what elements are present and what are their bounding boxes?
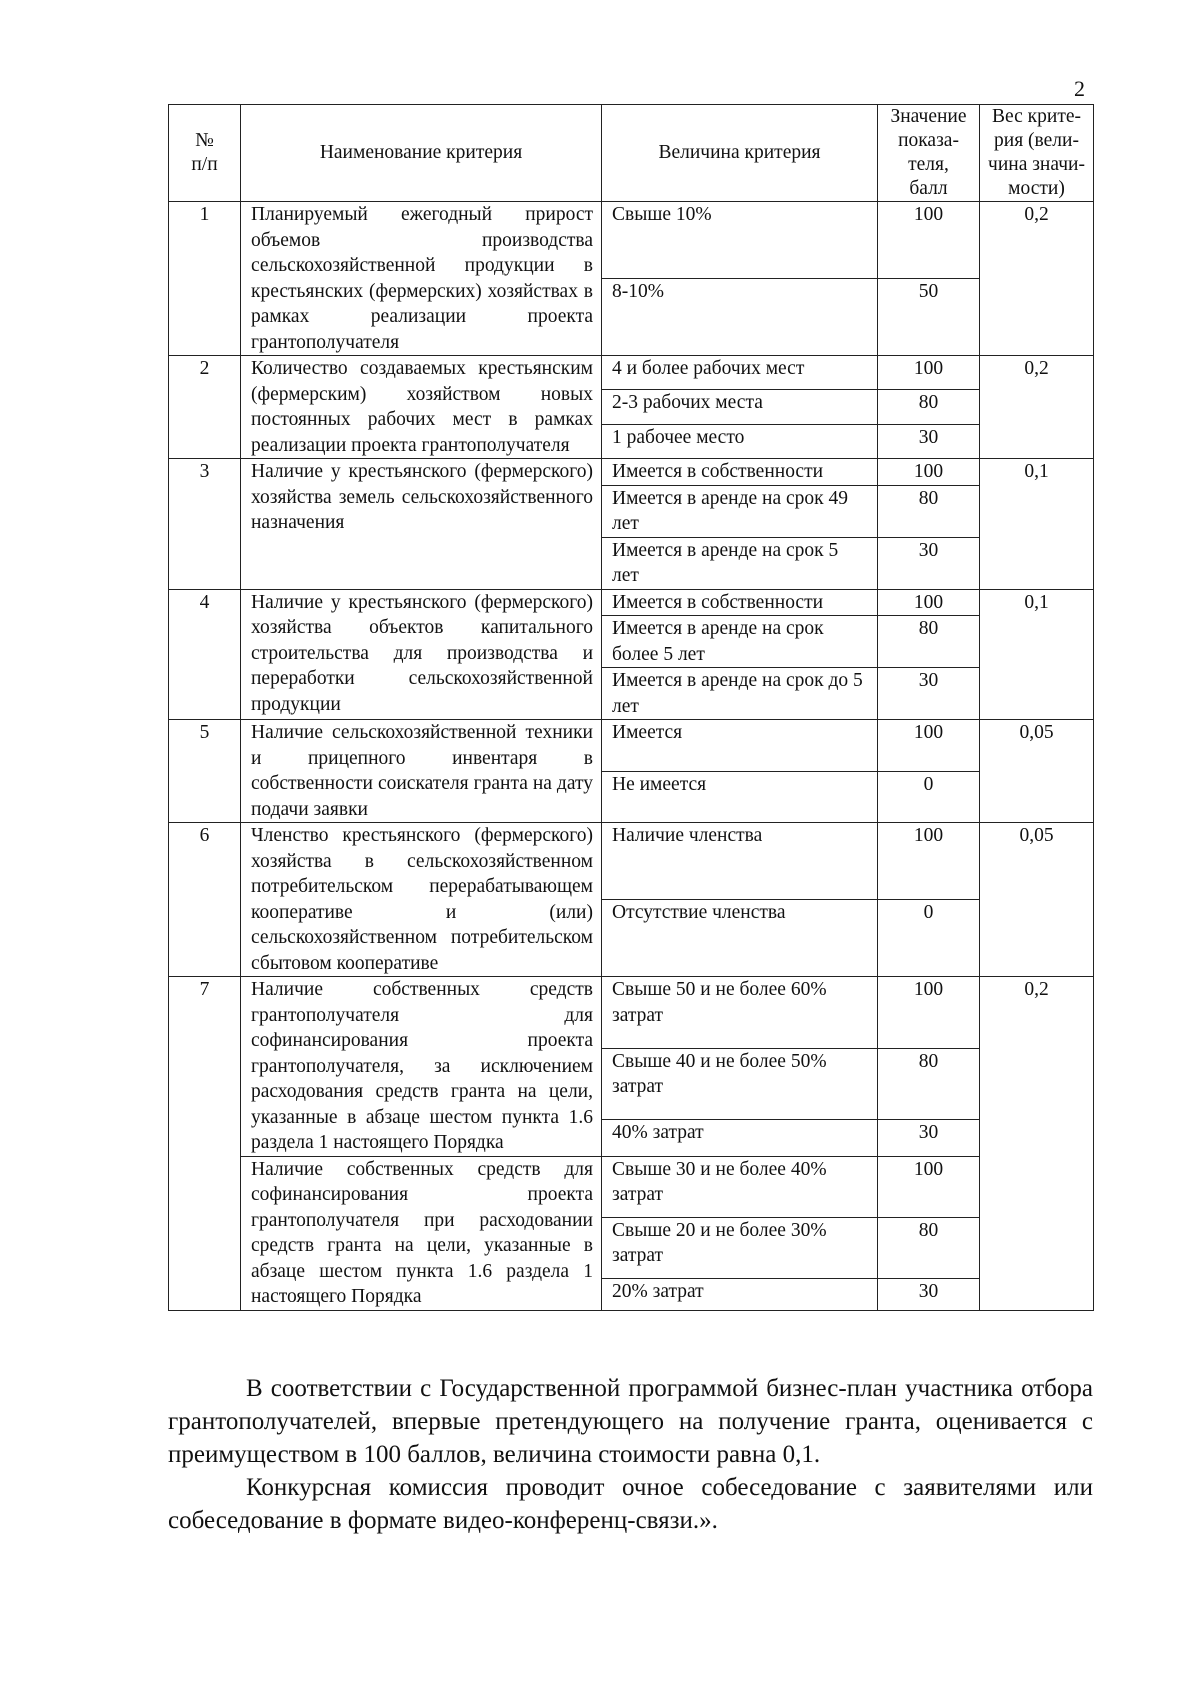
criterion-value — [602, 1120, 878, 1156]
table-row — [169, 356, 1094, 390]
criterion-value — [602, 668, 878, 720]
criterion-value — [602, 823, 878, 900]
criterion-value-text: 2-3 рабочих места — [612, 392, 763, 414]
criterion-score — [878, 1048, 980, 1120]
criterion-name — [241, 589, 602, 720]
criterion-score — [878, 485, 980, 537]
criterion-value — [602, 977, 878, 1049]
criterion-number-text: 4 — [199, 591, 210, 613]
criterion-value-text: Имеется в аренде на срок более 5 лет — [612, 618, 824, 665]
criterion-score-text: 30 — [918, 670, 939, 691]
criterion-name — [241, 823, 602, 977]
header-weight: Вес крите- рия (вели- чина значи- мости) — [980, 105, 1094, 202]
criterion-score-text: 100 — [913, 1158, 944, 1180]
criterion-score-text: 80 — [918, 618, 939, 639]
criterion-name-text: Наличие собственных средств грантополучателя для софинансирования проекта грантополучателя, за исключением расходования средств гранта на цели, указанные в абзаце шестом пункта 1.6 раздела 1 настоящего Порядка — [251, 979, 593, 1153]
criterion-number — [169, 459, 241, 590]
criterion-name-text: Количество создаваемых крестьянским (фермерским) хозяйством новых постоянных рабочих мест в рамках реализации проекта грантополучателя — [251, 358, 593, 456]
criterion-value-text: Наличие членства — [612, 825, 763, 846]
criterion-value-text: Свыше 20 и не более 30% затрат — [612, 1219, 827, 1267]
criterion-number — [169, 202, 241, 356]
criterion-value — [602, 424, 878, 458]
criterion-name-text: Планируемый ежегодный прирост объемов производства сельскохозяйственной продукции в крестьянских (фермерских) хозяйствах в рамках реализации проекта грантополучателя — [251, 204, 593, 353]
criterion-number — [169, 589, 241, 720]
criterion-value — [602, 1279, 878, 1310]
criterion-number-text: 2 — [199, 358, 210, 379]
criterion-score — [878, 977, 980, 1049]
criterion-score-text: 100 — [913, 204, 944, 225]
criterion-name-text: Наличие у крестьянского (фермерского) хозяйства объектов капитального строительства для производства и переработки сельскохозяйственной продукции — [251, 591, 593, 715]
page-number: 2 — [1074, 76, 1085, 101]
criterion-score-text: 100 — [913, 461, 944, 482]
criterion-score-text: 100 — [913, 591, 944, 613]
criterion-number-text: 1 — [199, 204, 210, 225]
criterion-number-text: 3 — [199, 461, 210, 482]
criterion-weight-text: 0,1 — [1024, 461, 1049, 482]
criterion-score — [878, 668, 980, 720]
criterion-weight-text: 0,2 — [1024, 358, 1049, 379]
criterion-name — [241, 720, 602, 823]
criterion-value-text: Свыше 30 и не более 40% затрат — [612, 1158, 827, 1205]
criterion-value — [602, 900, 878, 977]
criterion-value-text: Имеется в аренде на срок 5 лет — [612, 539, 839, 586]
header-score: Значение показа- теля, балл — [878, 105, 980, 202]
criterion-number — [169, 720, 241, 823]
criterion-value — [602, 589, 878, 616]
criterion-score — [878, 279, 980, 356]
criterion-value — [602, 485, 878, 537]
criterion-score-text: 100 — [913, 358, 944, 379]
criterion-value-text: 40% затрат — [612, 1122, 704, 1144]
criterion-value — [602, 537, 878, 589]
criterion-weight-text: 0,05 — [1019, 722, 1054, 743]
criterion-number-text: 6 — [199, 825, 210, 846]
criterion-score-text: 30 — [918, 426, 939, 448]
criterion-value — [602, 356, 878, 390]
criterion-value — [602, 279, 878, 356]
criterion-weight — [980, 202, 1094, 356]
header-value: Величина критерия — [602, 105, 878, 202]
criterion-weight — [980, 720, 1094, 823]
criterion-weight-text: 0,05 — [1019, 825, 1054, 846]
table-row — [169, 202, 1094, 279]
criterion-score — [878, 390, 980, 424]
criterion-value-text: Имеется в аренде на срок 49 лет — [612, 487, 848, 534]
criterion-score — [878, 771, 980, 823]
criterion-name — [241, 202, 602, 356]
criterion-number-text: 5 — [199, 722, 210, 743]
criterion-value — [602, 390, 878, 424]
criterion-value-text: Не имеется — [612, 773, 707, 795]
criterion-score-text: 100 — [913, 825, 944, 846]
table-row — [169, 977, 1094, 1049]
criterion-score-text: 30 — [918, 1281, 939, 1303]
criterion-value — [602, 771, 878, 823]
criterion-value-text: Свыше 40 и не более 50% затрат — [612, 1050, 827, 1098]
criterion-score — [878, 616, 980, 668]
criterion-score-text: 80 — [918, 1219, 939, 1241]
criterion-name-text: Наличие сельскохозяйственной техники и прицепного инвентаря в собственности соискателя гранта на дату подачи заявки — [251, 722, 593, 820]
criterion-name-text: Наличие у крестьянского (фермерского) хозяйства земель сельскохозяйственного назначения — [251, 461, 593, 533]
criterion-score — [878, 823, 980, 900]
criterion-weight — [980, 977, 1094, 1311]
criterion-score-text: 50 — [918, 281, 939, 302]
criterion-score-text: 80 — [918, 487, 939, 509]
table-row — [169, 720, 1094, 772]
criterion-score — [878, 1156, 980, 1217]
table-row — [169, 459, 1094, 486]
criterion-number-text: 7 — [199, 979, 210, 1000]
criterion-name — [241, 977, 602, 1157]
criterion-weight-text: 0,2 — [1024, 979, 1049, 1000]
criterion-score-text: 100 — [913, 979, 944, 1000]
criterion-score — [878, 1217, 980, 1278]
criterion-weight — [980, 823, 1094, 977]
criterion-score — [878, 1120, 980, 1156]
criterion-score — [878, 720, 980, 772]
criterion-score — [878, 1279, 980, 1310]
criterion-number — [169, 977, 241, 1311]
paragraph: В соответствии с Государственной программой бизнес-план участника отбора грантополучателей, впервые претендующего на получение гранта, оценивается с преимуществом в 100 баллов, величина стоимости равна 0,1. — [168, 1375, 1093, 1468]
header-num: № п/п — [169, 105, 241, 202]
criteria-table — [168, 104, 1094, 1311]
criterion-value — [602, 459, 878, 486]
criterion-weight-text: 0,2 — [1024, 204, 1049, 225]
criterion-score — [878, 900, 980, 977]
criterion-score — [878, 356, 980, 390]
criterion-name-text: Членство крестьянского (фермерского) хозяйства в сельскохозяйственном потребительском перерабатывающем кооперативе и (или) сельскохозяйственном потребительском сбытовом кооперативе — [251, 825, 593, 974]
criterion-value-text: Свыше 10% — [612, 204, 712, 225]
criterion-name — [241, 459, 602, 590]
criterion-weight — [980, 459, 1094, 590]
criterion-name-text: Наличие собственных средств для софинансирования проекта грантополучателя при расходовании средств гранта на цели, указанные в абзаце шестом пункта 1.6 раздела 1 настоящего Порядка — [251, 1158, 593, 1307]
criterion-value — [602, 720, 878, 772]
table-header-row — [169, 105, 1094, 202]
criterion-value — [602, 202, 878, 279]
criterion-score-text: 100 — [913, 722, 944, 743]
criterion-value — [602, 1217, 878, 1278]
criterion-number — [169, 356, 241, 459]
table-row — [169, 823, 1094, 900]
criterion-value-text: Имеется в собственности — [612, 461, 824, 482]
body-text — [168, 1372, 1093, 1537]
criterion-score-text: 0 — [923, 773, 934, 795]
criterion-value-text: Отсутствие членства — [612, 902, 786, 923]
criterion-value-text: 20% затрат — [612, 1281, 704, 1303]
criterion-weight — [980, 589, 1094, 720]
criterion-score — [878, 202, 980, 279]
table-row — [169, 589, 1094, 616]
criterion-weight-text: 0,1 — [1024, 591, 1049, 613]
paragraph: Конкурсная комиссия проводит очное собеседование с заявителями или собеседование в формате видео-конференц-связи.». — [168, 1474, 1093, 1534]
criterion-weight — [980, 356, 1094, 459]
table-row — [169, 1156, 1094, 1217]
header-name: Наименование критерия — [241, 105, 602, 202]
criterion-score — [878, 589, 980, 616]
criterion-score-text: 30 — [918, 1122, 939, 1144]
criterion-name — [241, 356, 602, 459]
criterion-value — [602, 1048, 878, 1120]
criterion-value-text: 1 рабочее место — [612, 426, 745, 448]
criterion-value-text: 4 и более рабочих мест — [612, 358, 805, 379]
criterion-name — [241, 1156, 602, 1310]
criterion-score-text: 0 — [923, 902, 934, 923]
criterion-score — [878, 424, 980, 458]
criterion-number — [169, 823, 241, 977]
criterion-value-text: Свыше 50 и не более 60% затрат — [612, 979, 827, 1026]
criterion-value-text: Имеется в аренде на срок до 5 лет — [612, 670, 863, 717]
criterion-value-text: Имеется в собственности — [612, 591, 824, 613]
criterion-score — [878, 537, 980, 589]
criterion-value-text: 8-10% — [612, 281, 664, 302]
criterion-value-text: Имеется — [612, 722, 683, 743]
criterion-value — [602, 1156, 878, 1217]
criterion-value — [602, 616, 878, 668]
criterion-score — [878, 459, 980, 486]
criterion-score-text: 80 — [918, 1050, 939, 1072]
table-body — [169, 202, 1094, 1311]
criterion-score-text: 80 — [918, 392, 939, 414]
criterion-score-text: 30 — [918, 539, 939, 561]
